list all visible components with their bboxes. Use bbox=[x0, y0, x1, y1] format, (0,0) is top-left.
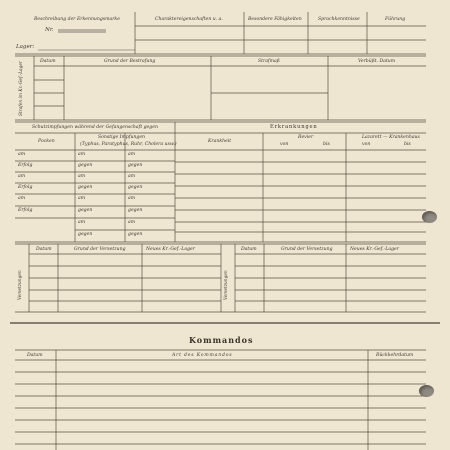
header-col-sprachen: Sprachkenntnisse bbox=[318, 17, 360, 22]
kommandos-col-art: Art des Kommandos bbox=[172, 353, 233, 358]
versetzungen-side-label-left: Versetzungen bbox=[18, 270, 23, 300]
erkrankungen-col-lazarett: Lazarett — Krankenhaus bbox=[362, 135, 420, 140]
impf-cell: gegen bbox=[78, 163, 93, 168]
impf-cell: am bbox=[18, 196, 26, 201]
impf-cell: gegen bbox=[128, 163, 143, 168]
kommandos-title: Kommandos bbox=[189, 335, 254, 345]
revier-bis: bis bbox=[323, 142, 330, 147]
erkrankungen-col-revier: Revier bbox=[298, 135, 314, 140]
impf-col-pocken: Pocken bbox=[38, 139, 55, 144]
strafen-side-label: Strafen im Kr.-Gef.-Lager bbox=[19, 61, 24, 116]
impf-cell: Erfolg bbox=[18, 185, 33, 190]
impf-cell: am bbox=[128, 152, 136, 157]
impf-cell: am bbox=[78, 220, 86, 225]
impf-title: Schutzimpfungen während der Gefangenschaft gegen bbox=[32, 125, 158, 130]
versetzungen-side-label-right: Versetzungen bbox=[224, 270, 229, 300]
header-col-fuehrung: Führung bbox=[385, 17, 406, 22]
versetzungen-left-col-datum: Datum bbox=[36, 247, 52, 252]
impf-cell: Erfolg bbox=[18, 163, 33, 168]
lager-label: Lager: bbox=[16, 44, 35, 50]
impf-cell: gegen bbox=[128, 208, 143, 213]
impf-cell: gegen bbox=[78, 208, 93, 213]
impf-cell: am bbox=[78, 174, 86, 179]
header-col-charakter: Charaktereigenschaften u. a. bbox=[155, 17, 223, 22]
impf-cell: Erfolg bbox=[18, 208, 33, 213]
impf-cell: am bbox=[78, 152, 86, 157]
strafen-col-strafmass: Strafmaß bbox=[258, 59, 280, 64]
strafen-col-verbuesst: Verbüßt. Datum bbox=[358, 59, 396, 64]
versetzungen-right-col-lager: Neues Kr.-Gef.-Lager bbox=[350, 247, 399, 252]
header-col-erkennungsmarke: Beschreibung der Erkennungsmarke bbox=[34, 17, 120, 22]
versetzungen-left-col-lager: Neues Kr.-Gef.-Lager bbox=[146, 247, 195, 252]
versetzungen-right-col-datum: Datum bbox=[241, 247, 257, 252]
kommandos-col-datum: Datum bbox=[27, 353, 43, 358]
impf-cell: am bbox=[78, 196, 86, 201]
impf-cell: am bbox=[18, 174, 26, 179]
versetzungen-left-col-grund: Grund der Versetzung bbox=[74, 247, 126, 252]
revier-von: von bbox=[280, 142, 289, 147]
kommandos-col-rueckkehr: Rückkehrdatum bbox=[376, 353, 414, 358]
impf-cell: gegen bbox=[78, 232, 93, 237]
impf-cell: am bbox=[128, 220, 136, 225]
versetzungen-right-col-grund: Grund der Versetzung bbox=[281, 247, 333, 252]
impf-cell: gegen bbox=[128, 185, 143, 190]
lazarett-bis: bis bbox=[404, 142, 411, 147]
nr-label: Nr. bbox=[45, 27, 54, 33]
impf-col-sonstige: Sonstige Impfungen bbox=[98, 135, 146, 140]
strafen-col-datum: Datum bbox=[40, 59, 56, 64]
impf-col-sonstige-detail: (Typhus, Paratyphus, Ruhr, Cholera usw.) bbox=[80, 142, 177, 147]
impf-cell: gegen bbox=[78, 185, 93, 190]
punch-hole-upper bbox=[422, 211, 437, 223]
header-col-faehigkeiten: Besondere Fähigkeiten bbox=[248, 17, 302, 22]
impf-cell: am bbox=[128, 174, 136, 179]
impf-cell: am bbox=[128, 196, 136, 201]
erkrankungen-title: Erkrankungen bbox=[270, 124, 318, 130]
impf-cell: am bbox=[18, 152, 26, 157]
strafen-col-grund: Grund der Bestrafung bbox=[104, 59, 156, 64]
punch-hole-lower bbox=[419, 385, 434, 397]
lazarett-von: von bbox=[362, 142, 371, 147]
impf-cell: gegen bbox=[128, 232, 143, 237]
erkrankungen-col-krankheit: Krankheit bbox=[208, 139, 232, 144]
